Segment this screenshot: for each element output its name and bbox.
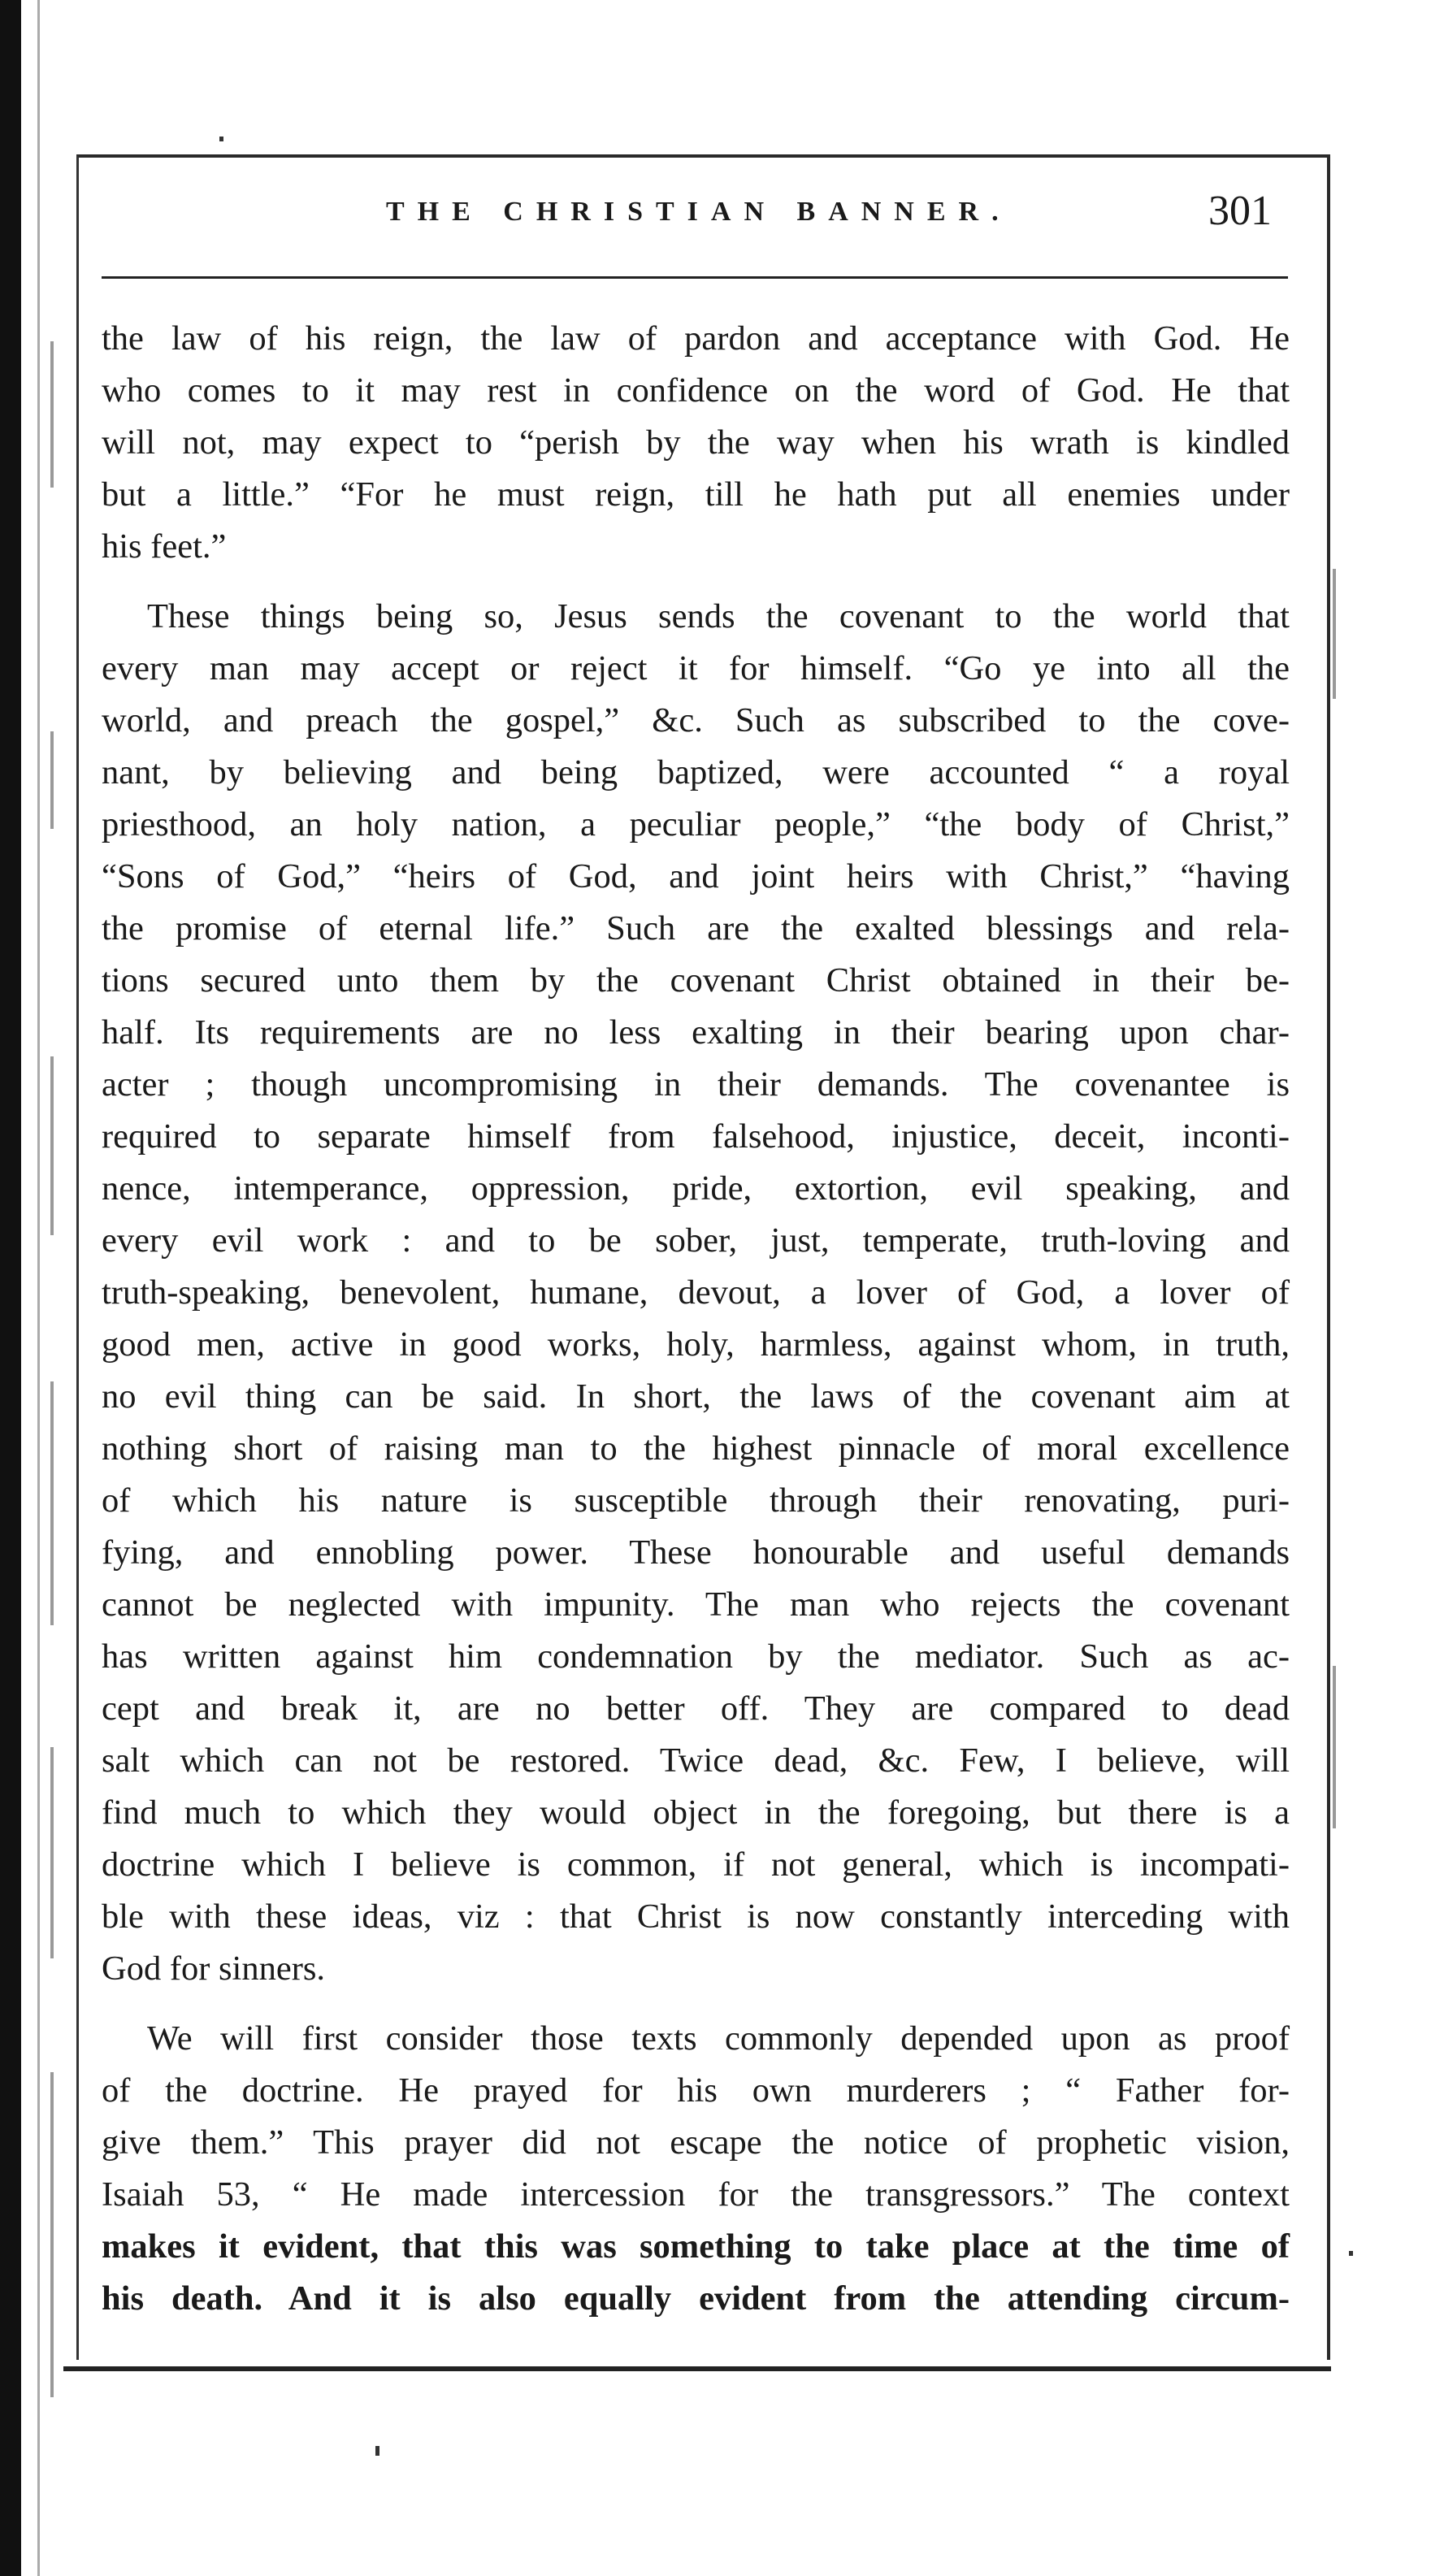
text-line: his feet.” [102,527,227,566]
text-line: salt which can not be restored. Twice dead, &c. Few, I believe, will [102,1741,1290,1780]
margin-mark [50,1056,54,1235]
page-header [102,187,1296,252]
text-line: nant, by believing and being baptized, were accounted “ a royal [102,753,1290,791]
text-line: God for sinners. [102,1949,326,1988]
text-line: makes it evident, that this was something to take place at the time of [102,2227,1290,2266]
text-line: ble with these ideas, viz : that Christ is now constantly interceding with [102,1897,1290,1936]
text-line: who comes to it may rest in confidence on the word of God. He that [102,371,1290,410]
text-line: will not, may expect to “perish by the way when his wrath is kindled [102,423,1290,462]
header-rule [102,276,1288,279]
paragraph-2 [102,591,1290,1995]
text-line: priesthood, an holy nation, a peculiar people,” “the body of Christ,” [102,805,1290,843]
text-line: world, and preach the gospel,” &c. Such as subscribed to the cove- [102,701,1290,739]
margin-mark [1333,1666,1336,1828]
text-line: acter ; though uncompromising in their demands. The covenantee is [102,1065,1290,1104]
text-line: cept and break it, are no better off. They are compared to dead [102,1689,1290,1728]
paragraph-1 [102,313,1290,573]
stray-mark [1349,2251,1353,2256]
text-line: the promise of eternal life.” Such are the exalted blessings and rela- [102,909,1290,948]
stray-mark [375,2446,379,2456]
text-line: cannot be neglected with impunity. The man who rejects the covenant [102,1585,1290,1624]
text-line: of the doctrine. He prayed for his own murderers ; “ Father for- [102,2071,1290,2110]
text-line: truth-speaking, benevolent, humane, devout, a lover of God, a lover of [102,1273,1290,1312]
text-line: “Sons of God,” “heirs of God, and joint heirs with Christ,” “having [102,857,1290,896]
binding-shadow [37,0,40,2576]
running-title: THE CHRISTIAN BANNER. [386,197,1012,227]
text-line: his death. And it is also equally evident from the attending circum- [102,2279,1290,2318]
text-line: of which his nature is susceptible through their renovating, puri- [102,1481,1290,1520]
text-line: Isaiah 53, “ He made intercession for the transgressors.” The context [102,2175,1290,2214]
text-line: every evil work : and to be sober, just, temperate, truth-loving and [102,1221,1290,1260]
margin-mark [50,341,54,488]
text-line: nothing short of raising man to the highest pinnacle of moral excellence [102,1429,1290,1468]
text-line: required to separate himself from falsehood, injustice, deceit, inconti- [102,1117,1290,1156]
margin-mark [50,1747,54,1958]
page-number: 301 [1208,188,1272,234]
text-line: tions secured unto them by the covenant Christ obtained in their be- [102,961,1290,1000]
margin-mark [50,1381,54,1625]
text-line: good men, active in good works, holy, harmless, against whom, in truth, [102,1325,1290,1364]
text-line: find much to which they would object in the foregoing, but there is a [102,1793,1290,1832]
text-line: the law of his reign, the law of pardon and acceptance with God. He [102,319,1290,358]
text-line: These things being so, Jesus sends the covenant to the world that [147,597,1290,635]
page-frame-bottom-rule [63,2366,1331,2371]
margin-mark [50,2072,54,2397]
stray-mark [219,137,223,141]
text-line: every man may accept or reject it for himself. “Go ye into all the [102,649,1290,687]
text-line: give them.” This prayer did not escape the notice of prophetic vision, [102,2123,1290,2162]
text-line: fying, and ennobling power. These honourable and useful demands [102,1533,1290,1572]
body-text [102,313,1290,2343]
margin-mark [1333,569,1336,699]
text-line: nence, intemperance, oppression, pride, extortion, evil speaking, and [102,1169,1290,1208]
paragraph-3 [102,2013,1290,2325]
text-line: doctrine which I believe is common, if not general, which is incompati- [102,1845,1290,1884]
binding-edge [0,0,21,2576]
margin-mark [50,731,54,829]
text-line: but a little.” “For he must reign, till he hath put all enemies under [102,475,1290,514]
text-line: no evil thing can be said. In short, the laws of the covenant aim at [102,1377,1290,1416]
text-line: We will first consider those texts commonly depended upon as proof [147,2019,1290,2058]
text-line: half. Its requirements are no less exalting in their bearing upon char- [102,1013,1290,1052]
text-line: has written against him condemnation by the mediator. Such as ac- [102,1637,1290,1676]
